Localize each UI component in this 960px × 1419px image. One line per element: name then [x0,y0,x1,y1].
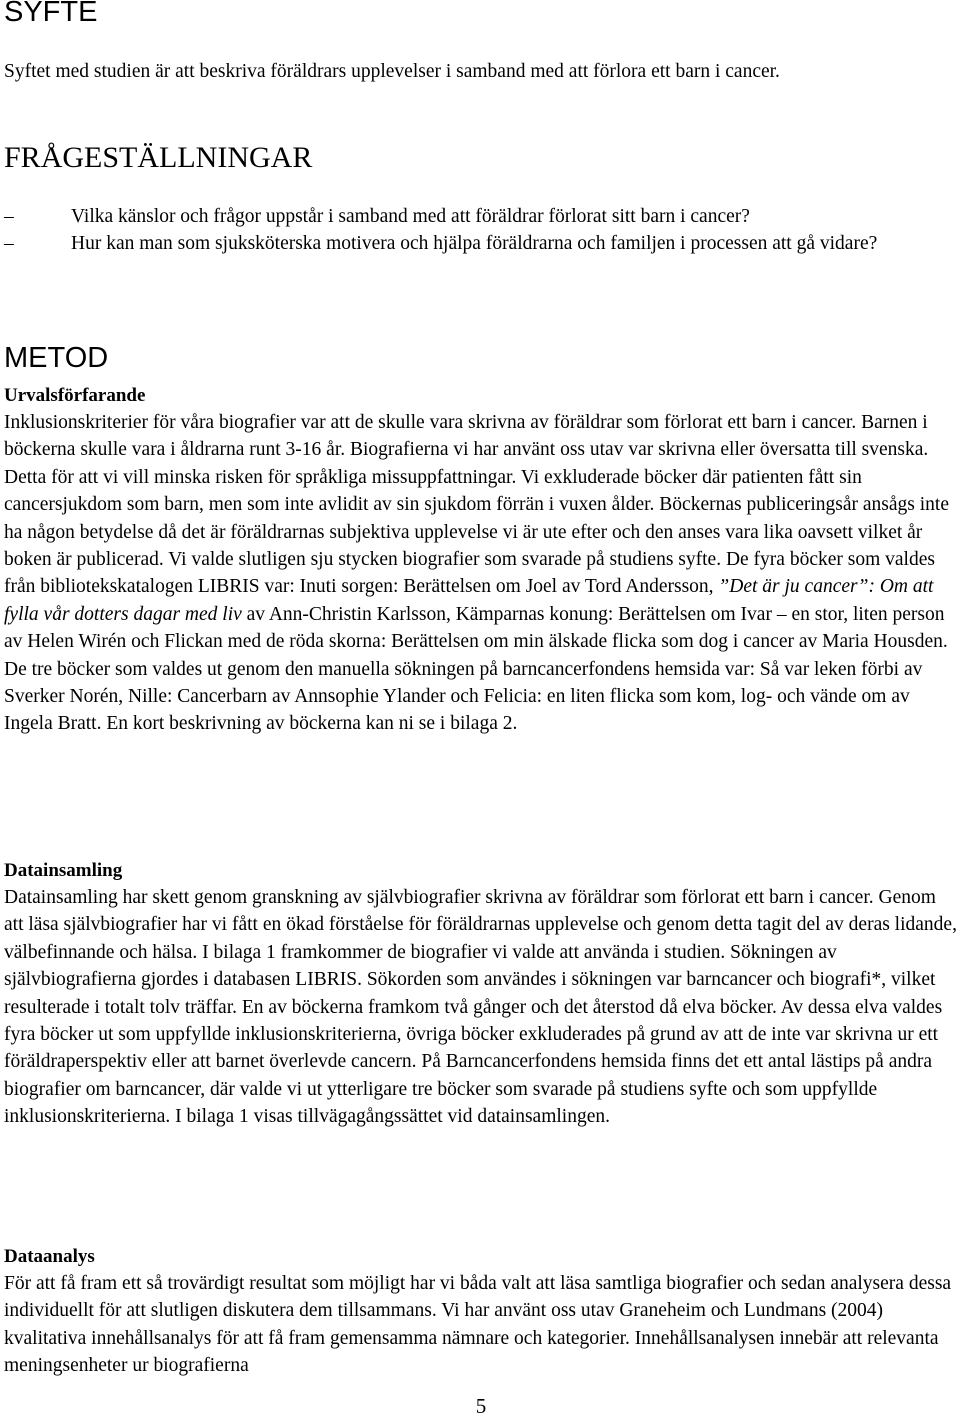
syfte-body [4,58,958,85]
metod-section [4,343,958,373]
datainsamling-section [4,857,958,1131]
dataanalys-heading: Dataanalys [4,1246,95,1267]
page-number: 5 [475,1394,487,1418]
question-item [4,230,958,257]
dataanalys-section [4,1243,958,1380]
fragestallningar-section [4,141,958,175]
urval-text [4,409,958,738]
urval-section [4,382,958,738]
datainsamling-heading: Datainsamling [4,860,123,881]
question-item [4,203,958,230]
question-list [4,203,958,258]
fragestallningar-list-wrap [4,203,958,258]
question-text: Vilka känslor och frågor uppstår i samband med att föräldrar förlorat sitt barn i cancer? [71,206,750,227]
dash-marker: – [4,206,14,227]
dash-marker: – [4,233,14,255]
urval-book-title-italic: ”Det är ju cancer”: Om att fylla vår dotters dagar med liv [4,576,934,625]
question-text: Hur kan man som sjuksköterska motivera och hjälpa föräldrarna och familjen i processen att gå vidare? [71,233,878,255]
syfte-heading: SYFTE [4,0,98,28]
urval-text-part: Inklusionskriterier för våra biografier var att de skulle vara skrivna av föräldrar som förlorat ett barn i cancer. Barnen i böckerna skulle vara i åldrarna runt 3-16 år. Biografierna vi har använt oss utav var skrivna eller översatta till svenska. Detta för att vi vill minska risken för språkliga missuppfattningar. Vi exkluderade böcker där patienten fått sin cancersjukdom som barn, men som inte avlidit av sin sjukdom förrän i vuxen ålder. Böckernas publiceringsår ansågs inte ha någon betydelse då det är föräldrarnas subjektiva upplevelse vi är ute efter och den anses vara lika oavsett vilket år boken är publicerad. Vi valde slutligen sju stycken biografier som svarade på studiens syfte. De fyra böcker som valdes från bibliotekskatalogen LIBRIS var: Inuti sorgen: Berättelsen om Joel av Tord Andersson, [4,412,949,598]
fragestallningar-heading: FRÅGESTÄLLNINGAR [4,141,313,174]
syfte-text: Syftet med studien är att beskriva föräldrars upplevelser i samband med att förlora ett barn i cancer. [4,61,780,82]
datainsamling-text: Datainsamling har skett genom granskning av självbiografier skrivna av föräldrar som förlorat ett barn i cancer. Genom att läsa självbiografier har vi fått en ökad förståelse för föräldrarnas upplevelse och genom detta tagit del av deras lidande, välbefinnande och hälsa. I bilaga 1 framkommer de biografier vi valde att använda i studien. Sökningen av självbiografierna gjordes i databasen LIBRIS. Sökorden som användes i sökningen var barncancer och biografi*, vilket resulterade i totalt tolv träffar. En av böckerna framkom två gånger och det återstod då elva böcker. Av dessa elva valdes fyra böcker ut som uppfyllde inklusionskriterierna, övriga böcker exkluderades på grund av att de inte var skrivna ur ett föräldraperspektiv eller att barnet överlevde cancern. På Barncancerfondens hemsida finns det ett antal lästips på andra biografier om barncancer, där valde vi ut ytterligare tre böcker som svarade på studiens syfte och som uppfyllde inklusionskriterierna. I bilaga 1 visas tillvägagångssättet vid datainsamlingen. [4,887,957,1128]
syfte-section [4,0,958,27]
urval-text-part: av Ann-Christin Karlsson, Kämparnas konung: Berättelsen om Ivar – en stor, liten person av Helen Wirén och Flickan med de röda skorna: Berättelsen om min älskade flicka som dog i cancer av Maria Housden. De tre böcker som valdes ut genom den manuella sökningen på barncancerfondens hemsida var: Så var leken förbi av Sverker Norén, Nille: Cancerbarn av Annsophie Ylander och Felicia: en liten flicka som kom, log- och vände om av Ingela Bratt. En kort beskrivning av böckerna kan ni se i bilaga 2. [4,603,948,735]
urval-heading: Urvalsförfarande [4,385,146,406]
dataanalys-text: För att få fram ett så trovärdigt resultat som möjligt har vi båda valt att läsa samtliga biografier och sedan analysera dessa individuellt för att slutligen diskutera dem tillsammans. Vi har använt oss utav Graneheim och Lundmans (2004) kvalitativa innehållsanalys för att få fram gemensamma nämnare och kategorier. Innehållsanalysen innebär att relevanta meningsenheter ur biografierna [4,1273,952,1377]
metod-heading: METOD [4,342,109,374]
